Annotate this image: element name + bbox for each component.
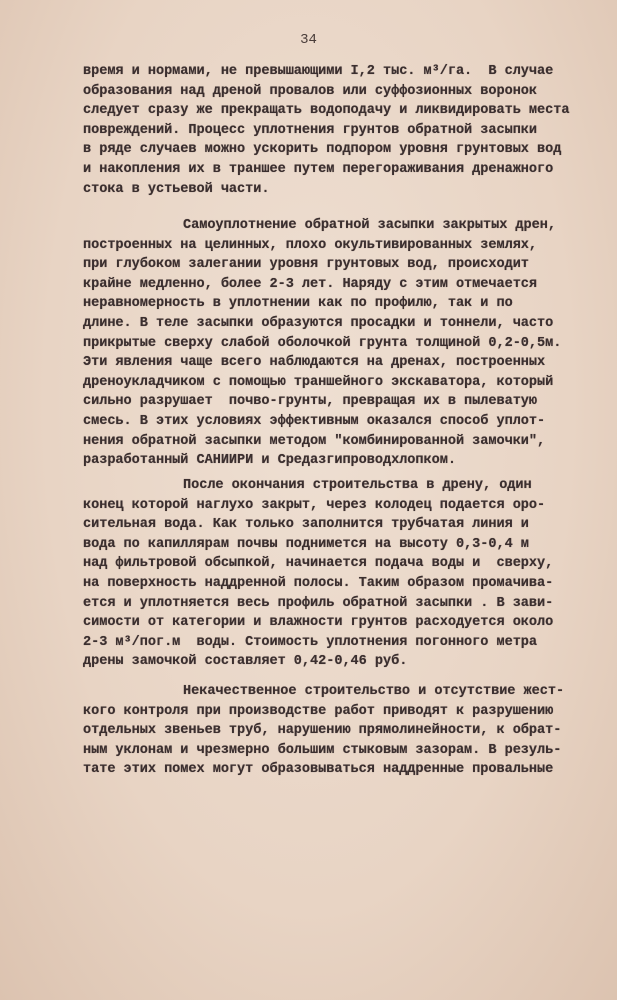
text-line: Эти явления чаще всего наблюдаются на дренах, построенных bbox=[83, 355, 546, 371]
text-line: сительная вода. Как только заполнится трубчатая линия и bbox=[83, 517, 529, 533]
text-line: на поверхность наддренной полосы. Таким образом промачива- bbox=[83, 575, 554, 591]
text-line: ется и уплотняется весь профиль обратной засыпки . В зави- bbox=[83, 595, 554, 611]
text-line: образования над дреной провалов или суффозионных воронок bbox=[83, 83, 538, 99]
text-line: тате этих помех могут образовываться наддренные провальные bbox=[83, 762, 554, 778]
text-line: построенных на целинных, плохо окультивированных землях, bbox=[83, 237, 538, 253]
text-line: вода по капиллярам почвы поднимется на высоту 0,3-0,4 м bbox=[83, 536, 529, 552]
paragraph-4 bbox=[83, 682, 583, 780]
text-line: в ряде случаев можно ускорить подпором уровня грунтовых вод bbox=[83, 142, 562, 158]
text-line: время и нормами, не превышающими I,2 тыс. м³/га. В случае bbox=[83, 64, 554, 79]
text-line: Самоуплотнение обратной засыпки закрытых дрен, bbox=[183, 218, 556, 233]
text-line: крайне медленно, более 2-3 лет. Наряду с этим отмечается bbox=[83, 276, 538, 292]
paragraph-2 bbox=[83, 216, 583, 471]
text-line: повреждений. Процесс уплотнения грунтов обратной засыпки bbox=[83, 122, 538, 138]
text-line: при глубоком залегании уровня грунтовых вод, происходит bbox=[83, 257, 529, 273]
text-line: стока в устьевой части. bbox=[83, 181, 270, 197]
text-line: дреноукладчиком с помощью траншейного экскаватора, который bbox=[83, 374, 554, 390]
paragraph-1 bbox=[83, 62, 583, 199]
text-line: дрены замочкой составляет 0,42-0,46 руб. bbox=[83, 654, 408, 670]
text-line: длине. В теле засыпки образуются просадки и тоннели, часто bbox=[83, 315, 554, 331]
text-line: неравномерность в уплотнении как по профилю, так и по bbox=[83, 296, 513, 312]
text-line: разработанный САНИИРИ и Средазгипроводхлопком. bbox=[83, 453, 456, 469]
text-line: и накопления их в траншее путем перегораживания дренажного bbox=[83, 161, 554, 177]
text-line: над фильтровой обсыпкой, начинается подача воды и сверху, bbox=[83, 556, 554, 572]
text-line: прикрытые сверху слабой оболочкой грунта толщиной 0,2-0,5м. bbox=[83, 335, 562, 351]
text-line: симости от категории и влажности грунтов расходуется около bbox=[83, 615, 554, 631]
paragraph-3 bbox=[83, 476, 583, 672]
text-line: отдельных звеньев труб, нарушению прямолинейности, к обрат- bbox=[83, 723, 562, 739]
text-line: ным уклонам и чрезмерно большим стыковым зазорам. В резуль- bbox=[83, 742, 562, 758]
text-line: После окончания строительства в дрену, один bbox=[183, 478, 532, 493]
text-line: смесь. В этих условиях эффективным оказался способ уплот- bbox=[83, 413, 546, 429]
text-line: кого контроля при производстве работ приводят к разрушению bbox=[83, 703, 554, 719]
text-line: следует сразу же прекращать водоподачу и ликвидировать места bbox=[83, 103, 570, 119]
text-line: конец которой наглухо закрыт, через колодец подается оро- bbox=[83, 497, 546, 513]
text-line: 2-3 м³/пог.м воды. Стоимость уплотнения погонного метра bbox=[83, 634, 538, 650]
text-line: сильно разрушает почво-грунты, превращая их в пылеватую bbox=[83, 394, 538, 410]
page-number: 34 bbox=[300, 32, 317, 48]
text-line: нения обратной засыпки методом "комбинированной замочки", bbox=[83, 433, 546, 449]
text-line: Некачественное строительство и отсутствие жест- bbox=[183, 684, 565, 699]
